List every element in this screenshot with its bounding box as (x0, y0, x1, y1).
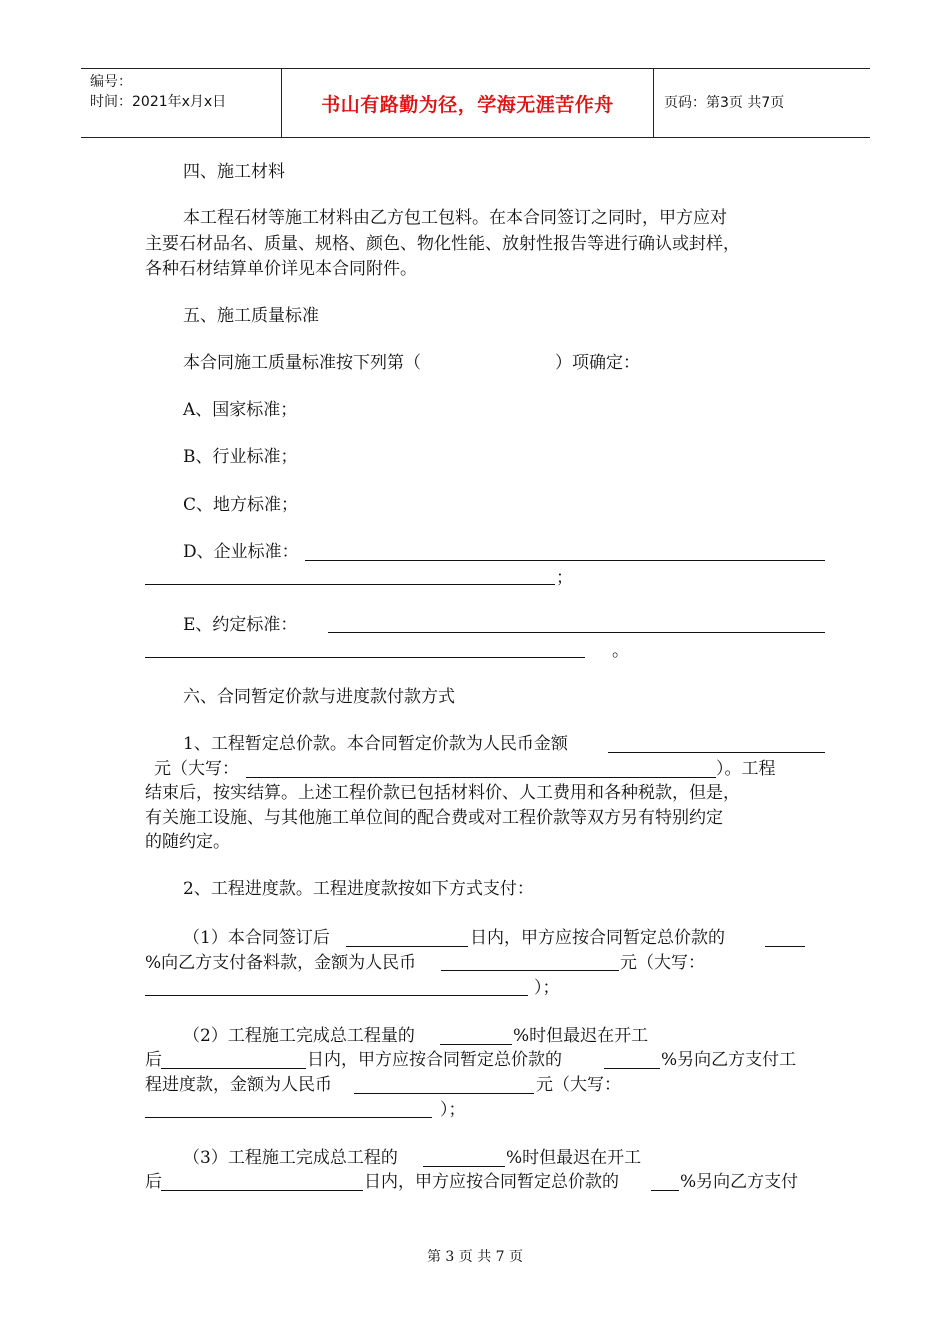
document-header (81, 68, 870, 138)
item1-text: （1）本合同签订后 (183, 928, 330, 948)
payment-p2: 2、工程进度款。工程进度款按如下方式支付： (183, 879, 534, 899)
materials-paragraph-line: 本工程石材等施工材料由乙方包工包料。在本合同签订之同时，甲方应对 (183, 208, 727, 228)
payment-p1-line: ）。工程 (716, 759, 776, 779)
item1-percent-blank[interactable] (765, 946, 805, 947)
item2-text: %时但最迟在开工 (513, 1026, 649, 1046)
item3-text: %另向乙方支付 (680, 1172, 799, 1192)
materials-paragraph-line: 各种石材结算单价详见本合同附件。 (145, 259, 417, 279)
item2-text: %另向乙方支付工 (661, 1050, 797, 1070)
quality-option-d: D、企业标准： (183, 542, 299, 562)
amount-in-words-blank-line[interactable] (246, 777, 716, 778)
option-d-end: ； (556, 568, 573, 588)
item1-amount-blank[interactable] (441, 970, 619, 971)
item2-text: （2）工程施工完成总工程量的 (183, 1026, 415, 1046)
item3-percent-blank[interactable] (423, 1166, 505, 1167)
payment-p1-line: 有关施工设施、与其他施工单位间的配合费或对工程价款等双方另有特别约定 (145, 808, 723, 828)
option-d-blank-line[interactable] (305, 560, 825, 561)
item1-text: 日内，甲方应按合同暂定总价款的 (470, 928, 725, 948)
header-meta-cell (81, 69, 282, 137)
section-heading-materials: 四、施工材料 (183, 162, 285, 182)
materials-paragraph-line: 主要石材品名、质量、规格、颜色、物化性能、放射性报告等进行确认或封样， (145, 234, 740, 254)
document-number-label: 编号： (90, 74, 132, 90)
item3-days-blank[interactable] (161, 1190, 363, 1191)
item3-text: 后 (145, 1172, 162, 1192)
item1-text: 元（大写： (620, 953, 705, 973)
section-heading-quality: 五、施工质量标准 (183, 306, 319, 326)
header-page-label: 页码：第3页 共7页 (664, 95, 785, 111)
quality-option-a: A、国家标准； (183, 400, 298, 420)
payment-p1-line: 结束后，按实结算。上述工程价款已包括材料价、人工费用和各种税款，但是， (145, 783, 740, 803)
section-heading-payment: 六、合同暂定价款与进度款付款方式 (183, 687, 455, 707)
option-e-blank-line[interactable] (328, 632, 825, 633)
item3-text: （3）工程施工完成总工程的 (183, 1148, 398, 1168)
quality-intro-left: 本合同施工质量标准按下列第（ (183, 353, 421, 373)
option-e-end: 。 (612, 641, 629, 661)
header-page-cell (654, 69, 870, 137)
item2-text: ）； (440, 1100, 466, 1120)
payment-p1-line: 元（大写： (154, 759, 239, 779)
amount-blank-line[interactable] (608, 752, 825, 753)
quality-option-e: E、约定标准： (183, 615, 298, 635)
item1-text: %向乙方支付备料款，金额为人民币 (145, 953, 417, 973)
item3-text: 日内，甲方应按合同暂定总价款的 (364, 1172, 619, 1192)
item2-rate-blank[interactable] (604, 1068, 660, 1069)
option-e-blank-line-2[interactable] (145, 657, 585, 658)
item2-days-blank[interactable] (161, 1068, 306, 1069)
quality-option-c: C、地方标准； (183, 495, 299, 515)
item1-text: ）； (534, 978, 560, 998)
quality-intro-right: ）项确定： (555, 353, 640, 373)
item3-text: %时但最迟在开工 (506, 1148, 642, 1168)
item2-amount-blank[interactable] (354, 1093, 534, 1094)
item2-percent-blank[interactable] (440, 1044, 512, 1045)
payment-p1-line: 的随约定。 (145, 832, 230, 852)
header-motto-cell (282, 69, 654, 137)
document-time-label: 时间：2021年x月x日 (90, 94, 227, 110)
header-motto: 书山有路勤为径，学海无涯苦作舟 (321, 93, 614, 116)
item3-rate-blank[interactable] (651, 1190, 679, 1191)
payment-p1-line: 1、工程暂定总价款。本合同暂定价款为人民币金额 (183, 734, 568, 754)
quality-option-b: B、行业标准； (183, 447, 298, 467)
item2-text: 日内，甲方应按合同暂定总价款的 (307, 1050, 562, 1070)
item2-text: 程进度款，金额为人民币 (145, 1075, 332, 1095)
option-d-blank-line-2[interactable] (145, 584, 555, 585)
item1-words-blank[interactable] (145, 995, 528, 996)
page-footer: 第 3 页 共 7 页 (426, 1249, 524, 1265)
item1-days-blank[interactable] (346, 946, 468, 947)
item2-words-blank[interactable] (145, 1117, 432, 1118)
item2-text: 元（大写： (536, 1075, 621, 1095)
item2-text: 后 (145, 1050, 162, 1070)
